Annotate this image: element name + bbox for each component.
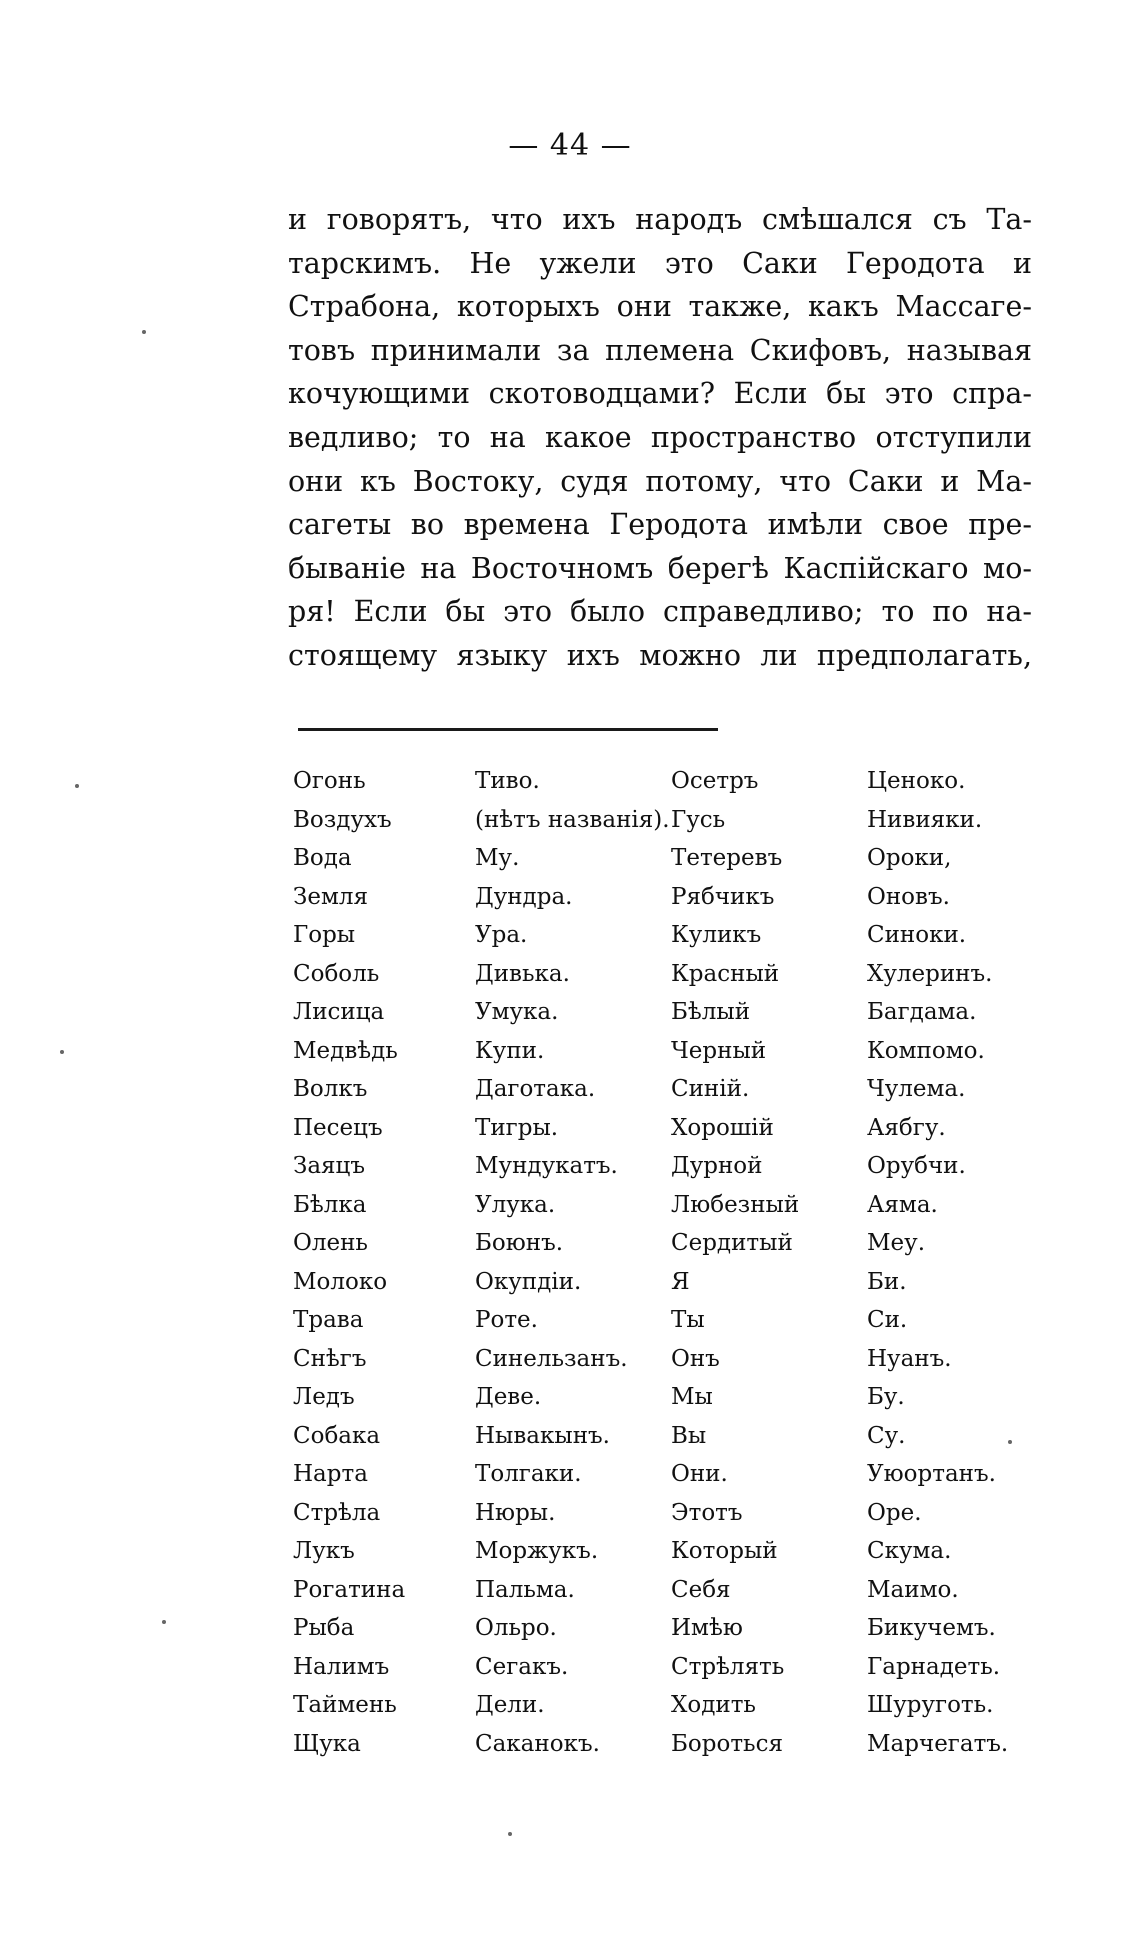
tungus-word-right: Маимо. (867, 1576, 959, 1603)
vocabulary-row (293, 1186, 1053, 1225)
tungus-word-left: Ольро. (475, 1615, 557, 1642)
russian-word-left: Земля (293, 883, 368, 910)
russian-word-right: Онъ (671, 1345, 720, 1372)
vocabulary-row (293, 1725, 1053, 1764)
tungus-word-left: Роте. (475, 1307, 538, 1334)
vocabulary-row (293, 1147, 1053, 1186)
vocabulary-table (293, 762, 1053, 1763)
russian-word-left: Волкъ (293, 1076, 368, 1103)
vocabulary-row (293, 1455, 1053, 1494)
tungus-word-left: Нюры. (475, 1499, 556, 1526)
page-number: — 44 — (508, 128, 632, 163)
russian-word-right: Который (671, 1538, 778, 1565)
russian-word-right: Этотъ (671, 1499, 743, 1526)
russian-word-right: Тетеревъ (671, 845, 783, 872)
russian-word-right: Любезный (671, 1191, 800, 1218)
scan-speck (142, 330, 146, 334)
tungus-word-right: Аяма. (867, 1191, 938, 1218)
russian-word-right: Ты (671, 1307, 705, 1334)
tungus-word-right: Би. (867, 1268, 907, 1295)
tungus-word-right: Ценоко. (867, 768, 966, 795)
tungus-word-left: Синельзанъ. (475, 1345, 628, 1372)
vocabulary-row (293, 916, 1053, 955)
text-line: ря! Если бы это было справедливо; то по на- (288, 595, 1032, 629)
russian-word-left: Ледъ (293, 1384, 355, 1411)
russian-word-right: Бѣлый (671, 999, 751, 1026)
tungus-word-right: Хулеринъ. (867, 960, 993, 987)
vocabulary-row (293, 1224, 1053, 1263)
text-line: стоящему языку ихъ можно ли предполагать, (288, 638, 1032, 672)
tungus-word-left: Дундра. (475, 883, 573, 910)
tungus-word-right: Шуруготь. (867, 1692, 994, 1719)
body-paragraph (288, 198, 1032, 678)
vocabulary-row (293, 955, 1053, 994)
russian-word-right: Осетръ (671, 768, 759, 795)
tungus-word-left: Толгаки. (475, 1461, 582, 1488)
tungus-word-right: Бикучемъ. (867, 1615, 996, 1642)
tungus-word-right: Меу. (867, 1230, 926, 1257)
tungus-word-right: Скума. (867, 1538, 952, 1565)
scan-speck (162, 1620, 166, 1624)
russian-word-right: Гусь (671, 806, 726, 833)
text-line: ведливо; то на какое пространство отступили (288, 420, 1032, 454)
russian-word-left: Воздухъ (293, 806, 392, 833)
tungus-word-left: Тигры. (475, 1114, 559, 1141)
tungus-word-left: Нывакынъ. (475, 1422, 610, 1449)
tungus-word-left: Моржукъ. (475, 1538, 599, 1565)
russian-word-right: Имѣю (671, 1615, 743, 1642)
vocabulary-row (293, 993, 1053, 1032)
russian-word-left: Щука (293, 1730, 361, 1757)
russian-word-right: Мы (671, 1384, 713, 1411)
text-line: кочующими скотоводцами? Если бы это спра- (288, 377, 1032, 411)
tungus-word-right: Оре. (867, 1499, 922, 1526)
russian-word-left: Горы (293, 922, 356, 949)
russian-word-left: Таймень (293, 1692, 397, 1719)
tungus-word-right: Орубчи. (867, 1153, 966, 1180)
russian-word-left: Песецъ (293, 1114, 383, 1141)
russian-word-right: Красный (671, 960, 780, 987)
russian-word-left: Налимъ (293, 1653, 390, 1680)
vocabulary-row (293, 878, 1053, 917)
russian-word-left: Рогатина (293, 1576, 406, 1603)
russian-word-right: Дурной (671, 1153, 763, 1180)
tungus-word-right: Ороки, (867, 845, 952, 872)
russian-word-left: Лисица (293, 999, 385, 1026)
tungus-word-left: Му. (475, 845, 520, 872)
russian-word-left: Вода (293, 845, 352, 872)
russian-word-left: Молоко (293, 1268, 388, 1295)
tungus-word-left: Улука. (475, 1191, 556, 1218)
tungus-word-left: Саканокъ. (475, 1730, 600, 1757)
vocabulary-row (293, 1032, 1053, 1071)
russian-word-right: Рябчикъ (671, 883, 775, 910)
tungus-word-right: Су. (867, 1422, 906, 1449)
vocabulary-row (293, 1532, 1053, 1571)
tungus-word-right: Си. (867, 1307, 908, 1334)
vocabulary-row (293, 1648, 1053, 1687)
russian-word-left: Олень (293, 1230, 368, 1257)
russian-word-left: Стрѣла (293, 1499, 381, 1526)
tungus-word-left: Умука. (475, 999, 559, 1026)
vocabulary-row (293, 801, 1053, 840)
tungus-word-left: Тиво. (475, 768, 540, 795)
text-line: Страбона, которыхъ они также, какъ Массаге- (288, 290, 1032, 324)
tungus-word-right: Гарнадеть. (867, 1653, 1001, 1680)
text-line: тарскимъ. Не ужели это Саки Геродота и (288, 246, 1032, 280)
text-line: и говорятъ, что ихъ народъ смѣшался съ Та- (288, 203, 1032, 236)
tungus-word-right: Бу. (867, 1384, 905, 1411)
russian-word-left: Лукъ (293, 1538, 355, 1565)
tungus-word-right: Синоки. (867, 922, 967, 949)
vocabulary-row (293, 1263, 1053, 1302)
text-line: бываніе на Восточномъ берегѣ Каспійскаго мо- (288, 551, 1032, 585)
tungus-word-right: Оновъ. (867, 883, 950, 910)
russian-word-left: Рыба (293, 1615, 355, 1642)
tungus-word-right: Уюортанъ. (867, 1461, 996, 1488)
vocabulary-row (293, 1571, 1053, 1610)
text-line: товъ принимали за племена Скифовъ, называя (288, 333, 1032, 367)
vocabulary-row (293, 1070, 1053, 1109)
tungus-word-right: Марчегатъ. (867, 1730, 1009, 1757)
separator-rule (298, 728, 718, 731)
russian-word-right: Ходить (671, 1692, 756, 1719)
tungus-word-right: Чулема. (867, 1076, 966, 1103)
russian-word-right: Сердитый (671, 1230, 793, 1257)
russian-word-right: Они. (671, 1461, 728, 1488)
scan-speck (75, 784, 79, 788)
tungus-word-left: Сегакъ. (475, 1653, 569, 1680)
russian-word-left: Соболь (293, 960, 380, 987)
russian-word-right: Себя (671, 1576, 731, 1603)
tungus-word-left: Мундукатъ. (475, 1153, 618, 1180)
russian-word-right: Хорошій (671, 1114, 774, 1141)
tungus-word-left: Купи. (475, 1037, 545, 1064)
vocabulary-row (293, 1417, 1053, 1456)
scan-speck (60, 1050, 64, 1054)
russian-word-right: Стрѣлять (671, 1653, 785, 1680)
russian-word-right: Черный (671, 1037, 767, 1064)
vocabulary-row (293, 1686, 1053, 1725)
russian-word-right: Бороться (671, 1730, 783, 1757)
vocabulary-row (293, 762, 1053, 801)
text-line: они къ Востоку, судя потому, что Саки и Ма- (288, 464, 1032, 498)
scan-speck (1008, 1440, 1012, 1444)
tungus-word-right: Аябгу. (867, 1114, 946, 1141)
scan-speck (508, 1832, 512, 1836)
vocabulary-row (293, 1301, 1053, 1340)
vocabulary-row (293, 1340, 1053, 1379)
russian-word-left: Заяцъ (293, 1153, 365, 1180)
russian-word-right: Синій. (671, 1076, 750, 1103)
tungus-word-left: Дели. (475, 1692, 545, 1719)
russian-word-left: Огонь (293, 768, 366, 795)
tungus-word-right: Нуанъ. (867, 1345, 952, 1372)
tungus-word-left: Деве. (475, 1384, 542, 1411)
text-line: сагеты во времена Геродота имѣли свое пре- (288, 508, 1032, 542)
russian-word-right: Куликъ (671, 922, 762, 949)
tungus-word-right: Компомо. (867, 1037, 985, 1064)
tungus-word-right: Нивияки. (867, 806, 983, 833)
vocabulary-row (293, 1378, 1053, 1417)
tungus-word-left: (нѣтъ названія). (475, 806, 670, 833)
tungus-word-left: Дивька. (475, 960, 570, 987)
tungus-word-left: Боюнъ. (475, 1230, 564, 1257)
tungus-word-left: Даготака. (475, 1076, 596, 1103)
russian-word-left: Нарта (293, 1461, 368, 1488)
tungus-word-left: Окупдіи. (475, 1268, 582, 1295)
russian-word-left: Бѣлка (293, 1191, 367, 1218)
russian-word-right: Вы (671, 1422, 707, 1449)
russian-word-right: Я (671, 1268, 690, 1295)
vocabulary-row (293, 1494, 1053, 1533)
tungus-word-left: Пальма. (475, 1576, 575, 1603)
russian-word-left: Собака (293, 1422, 381, 1449)
russian-word-left: Медвѣдь (293, 1037, 398, 1064)
russian-word-left: Снѣгъ (293, 1345, 367, 1372)
tungus-word-right: Багдама. (867, 999, 977, 1026)
vocabulary-row (293, 839, 1053, 878)
russian-word-left: Трава (293, 1307, 364, 1334)
vocabulary-row (293, 1109, 1053, 1148)
tungus-word-left: Ура. (475, 922, 528, 949)
vocabulary-row (293, 1609, 1053, 1648)
